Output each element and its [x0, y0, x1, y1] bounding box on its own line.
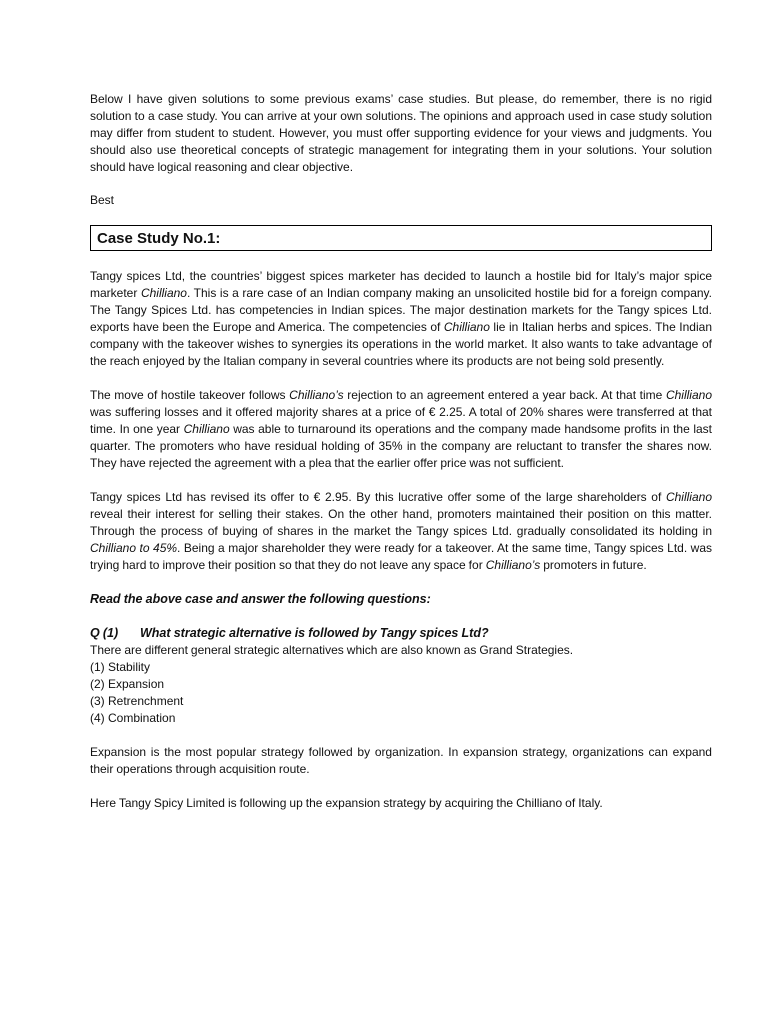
text-run: was able to turnaround its operations and the company made handsome profits in the last quarter. The promoters who have residual holding of 35% in the company are reluctant to transfer the shares now. They have rejected the agreement with a plea that the earlier offer price was not sufficient. — [90, 422, 713, 470]
question-heading — [90, 625, 712, 642]
text-run: . Being a major shareholder they were ready for a takeover. At the same time, Tangy spices Ltd. was trying hard to improve their position so that they do not leave any space for — [90, 541, 712, 572]
list-item: (1) Stability — [90, 660, 151, 674]
intro-paragraph: Below I have given solutions to some previous exams’ case studies. But please, do remember, there is no rigid solution to a case study. You can arrive at your own solutions. The opinions and approach used in case study solution may differ from student to student. However, you must offer supporting evidence for your views and judgments. You should also use theoretical concepts of strategic management for integrating them in your solutions. Your solution should have logical reasoning and clear objective. — [90, 92, 712, 174]
text-run: lie in Italian herbs and spices. The Indian company with the takeover wishes to synergies its operations in the world market. It also wants to take advantage of the reach enjoyed by the Italian company in several countries where its products are not being sold presently. — [90, 320, 712, 368]
company-name: Chilliano — [183, 422, 230, 436]
company-name: Chilliano — [140, 286, 187, 300]
text-run: was suffering losses and it offered majority shares at a price of € 2.25. A total of 20% shares were transferred at that time. In one year — [90, 405, 712, 436]
question-text: What strategic alternative is followed by Tangy spices Ltd? — [140, 626, 489, 640]
company-name: Chilliano’s — [289, 388, 344, 402]
case-paragraph-2 — [90, 387, 712, 472]
question-number: Q (1) — [90, 626, 119, 640]
company-name: Chilliano — [443, 320, 490, 334]
strategy-list — [90, 659, 712, 727]
answer-paragraph-2: Here Tangy Spicy Limited is following up the expansion strategy by acquiring the Chilliano of Italy. — [90, 796, 603, 810]
case-paragraph-3 — [90, 489, 712, 574]
list-item: (3) Retrenchment — [90, 694, 184, 708]
instruction-text: Read the above case and answer the following questions: — [90, 592, 431, 606]
text-run: . This is a rare case of an Indian company making an unsolicited hostile bid for a foreign company. The Tangy Spices Ltd. has competencies in Indian spices. The major destination markets for the Tangy spices Ltd. exports have been the Europe and America. The competencies of — [90, 286, 712, 334]
text-run: promoters in future. — [540, 558, 647, 572]
case-study-title: Case Study No.1: — [97, 230, 221, 247]
list-item: (2) Expansion — [90, 677, 165, 691]
company-name: Chilliano to 45% — [90, 541, 178, 555]
company-name: Chilliano — [665, 490, 712, 504]
signoff-text: Best — [90, 193, 115, 207]
company-name: Chilliano’s — [485, 558, 541, 572]
text-run: The move of hostile takeover follows — [90, 388, 290, 402]
company-name: Chilliano — [665, 388, 712, 402]
answer-intro: There are different general strategic alternatives which are also known as Grand Strategies. — [90, 643, 574, 657]
text-run: Tangy spices Ltd has revised its offer to € 2.95. By this lucrative offer some of the large shareholders of — [90, 490, 666, 504]
text-run: reveal their interest for selling their stakes. On the other hand, promoters maintained their position on this matter. Through the process of buying of shares in the market the Tangy spices Ltd. gradually consolidated its holding in — [90, 507, 712, 538]
list-item: (4) Combination — [90, 711, 176, 725]
answer-paragraph-1: Expansion is the most popular strategy followed by organization. In expansion strategy, organizations can expand their operations through acquisition route. — [90, 745, 712, 776]
text-run: Tangy spices Ltd, the countries’ biggest spices marketer has decided to launch a hostile bid for Italy’s major spice marketer — [90, 269, 712, 300]
case-study-heading-box — [90, 225, 712, 251]
case-paragraph-1 — [90, 268, 712, 370]
text-run: rejection to an agreement entered a year back. At that time — [343, 388, 666, 402]
